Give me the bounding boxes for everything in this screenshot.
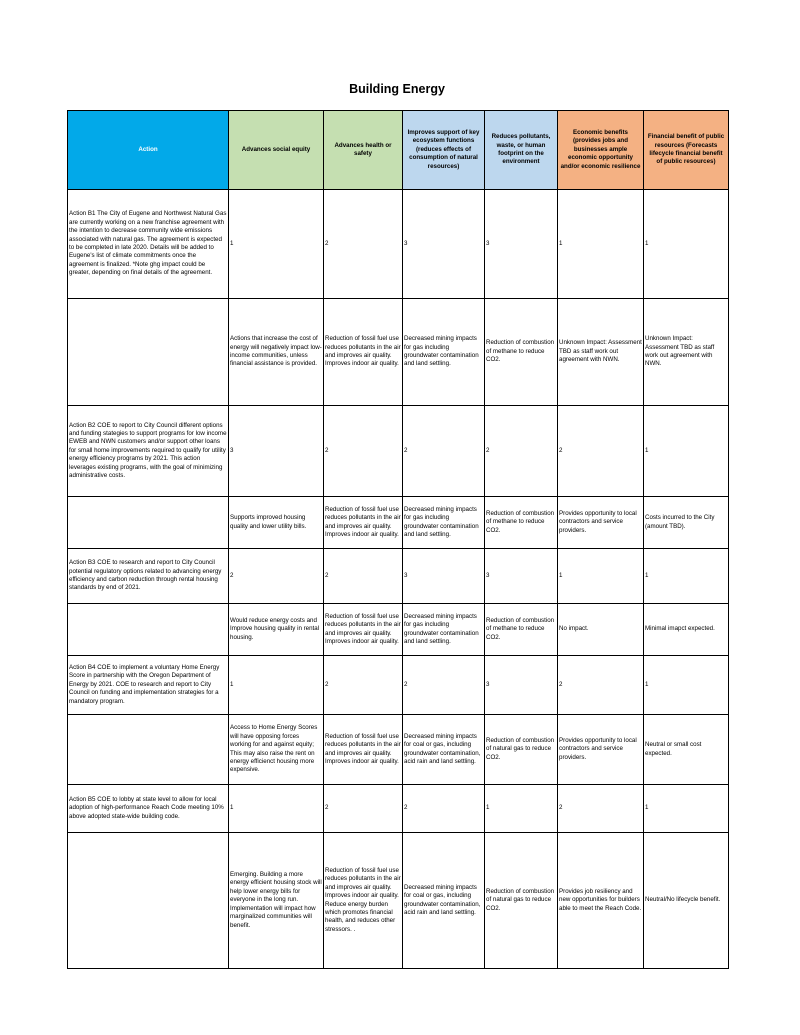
health-safety-cell: Reduction of fossil fuel use reduces pollutants in the air and improves air quality. Improves indoor air quality. (324, 604, 403, 656)
economic-cell: Provides job resiliency and new opportunities for builders able to meet the Reach Code. (558, 833, 644, 969)
ecosystem-cell: 2 (403, 406, 485, 497)
social-equity-cell: Would reduce energy costs and Improve housing quality in rental housing. (229, 604, 324, 656)
social-equity-cell: 3 (229, 406, 324, 497)
action-cell: Action B4 COE to implement a voluntary Home Energy Score in partnership with the Oregon Department of Energy by 2021. COE to research and report to City Council on funding and implementation strategies for a mandatory program. (68, 656, 229, 715)
table-row (68, 833, 729, 969)
pollutants-cell: 1 (485, 785, 558, 833)
table-row (68, 785, 729, 833)
pollutants-cell: Reduction of combustion of methane to reduce CO2. (485, 604, 558, 656)
economic-cell: 2 (558, 785, 644, 833)
action-cell: Action B1 The City of Eugene and Northwest Natural Gas are currently working on a new franchise agreement with the intention to decrease community wide emissions associated with natural gas. The agreement is expected to be completed in late 2020. Details will be added to Eugene's list of climate commitments once the agreement is finalized. *Note ghg impact could be greater, depending on final details of the agreement. (68, 190, 229, 299)
economic-cell: No impact. (558, 604, 644, 656)
social-equity-cell: Emerging. Building a more energy efficient housing stock will help lower energy bills for everyone in the long run. Implementation will impact how marginalized communities will benefit. (229, 833, 324, 969)
social-equity-cell: Actions that increase the cost of energy will negatively impact low-income communities, unless financial assistance is provided. (229, 299, 324, 406)
building-energy-table (67, 110, 729, 969)
health-safety-cell: Reduction of fossil fuel use reduces pollutants in the air and improves air quality. Improves indoor air quality. (324, 497, 403, 549)
col-header-economic: Economic benefits (provides jobs and businesses ample economic opportunity and/or economic resilience (558, 111, 644, 190)
page-title: Building Energy (349, 82, 445, 96)
health-safety-cell: 2 (324, 785, 403, 833)
table-row (68, 406, 729, 497)
table-row (68, 604, 729, 656)
social-equity-cell: Supports improved housing quality and lower utility bills. (229, 497, 324, 549)
financial-cell: Minimal imapct expected. (644, 604, 729, 656)
ecosystem-cell: 3 (403, 190, 485, 299)
social-equity-cell: 1 (229, 190, 324, 299)
table-row (68, 549, 729, 604)
financial-cell: 1 (644, 785, 729, 833)
health-safety-cell: Reduction of fossil fuel use reduces pollutants in the air and improves air quality. Improves indoor air quality. Reduce energy burden which promotes financial health, and reduces other stressors. . (324, 833, 403, 969)
table-row (68, 190, 729, 299)
col-header-ecosystem: Improves support of key ecosystem functions (reduces effects of consumption of natural resources) (403, 111, 485, 190)
ecosystem-cell: 2 (403, 656, 485, 715)
ecosystem-cell: Decreased mining impacts for coal or gas, including groundwater contamination, acid rain and land settling. (403, 715, 485, 785)
pollutants-cell: 3 (485, 549, 558, 604)
col-header-social-equity: Advances social equity (229, 111, 324, 190)
health-safety-cell: 2 (324, 549, 403, 604)
ecosystem-cell: 3 (403, 549, 485, 604)
economic-cell: Provides opportunity to local contractors and service providers. (558, 497, 644, 549)
social-equity-cell: Access to Home Energy Scores will have opposing forces working for and against equity; This may also raise the rent on energy efficienct housing more expensive. (229, 715, 324, 785)
table-row (68, 497, 729, 549)
col-header-health-safety: Advances health or safety (324, 111, 403, 190)
economic-cell: Unknown Impact: Assessment TBD as staff work out agreement with NWN. (558, 299, 644, 406)
action-cell (68, 715, 229, 785)
action-cell (68, 833, 229, 969)
economic-cell: 1 (558, 549, 644, 604)
pollutants-cell: Reduction of combustion of methane to reduce CO2. (485, 299, 558, 406)
action-cell (68, 299, 229, 406)
ecosystem-cell: Decreased mining impacts for gas including groundwater contamination and land settling. (403, 299, 485, 406)
pollutants-cell: Reduction of combustion of methane to reduce CO2. (485, 497, 558, 549)
action-cell (68, 604, 229, 656)
table-row (68, 715, 729, 785)
financial-cell: 1 (644, 656, 729, 715)
pollutants-cell: 3 (485, 190, 558, 299)
economic-cell: 2 (558, 406, 644, 497)
pollutants-cell: Reduction of combustion of natural gas to reduce CO2. (485, 715, 558, 785)
ecosystem-cell: Decreased mining impacts for coal or gas, including groundwater contamination, acid rain and land settling. (403, 833, 485, 969)
financial-cell: 1 (644, 406, 729, 497)
header-row (68, 111, 729, 190)
ecosystem-cell: Decreased mining impacts for gas including groundwater contamination and land settling. (403, 604, 485, 656)
col-header-pollutants: Reduces pollutants, waste, or human footprint on the environment (485, 111, 558, 190)
action-cell (68, 497, 229, 549)
col-header-action: Action (68, 111, 229, 190)
economic-cell: 2 (558, 656, 644, 715)
pollutants-cell: 3 (485, 656, 558, 715)
action-cell: Action B2 COE to report to City Council different options and funding stategies to support programs for low income EWEB and NWN customers and/or support other loans for small home improvements required to qualify for utility energy efficiency programs by 2021. This action leverages existing programs, with the goal of minimizing administrative costs. (68, 406, 229, 497)
ecosystem-cell: Decreased mining impacts for gas including groundwater contamination and land settling. (403, 497, 485, 549)
financial-cell: 1 (644, 549, 729, 604)
health-safety-cell: Reduction of fossil fuel use reduces pollutants in the air and improves air quality. Improves indoor air quality. (324, 299, 403, 406)
financial-cell: 1 (644, 190, 729, 299)
health-safety-cell: 2 (324, 656, 403, 715)
action-cell: Action B3 COE to research and report to City Council potential regulatory options related to advancing energy efficiency and carbon reduction through rental housing standards by end of 2021. (68, 549, 229, 604)
pollutants-cell: 2 (485, 406, 558, 497)
social-equity-cell: 1 (229, 656, 324, 715)
action-cell: Action B5 COE to lobby at state level to allow for local adoption of high-performance Reach Code meeting 10% above adopted state-wide building code. (68, 785, 229, 833)
economic-cell: 1 (558, 190, 644, 299)
economic-cell: Provides opportunity to local contractors and service providers. (558, 715, 644, 785)
table-row (68, 299, 729, 406)
financial-cell: Neutral or small cost expected. (644, 715, 729, 785)
pollutants-cell: Reduction of combustion of natural gas to reduce CO2. (485, 833, 558, 969)
health-safety-cell: 2 (324, 190, 403, 299)
col-header-financial: Financial benefit of public resources (Forecasts lifecycle financial benefit of public resources) (644, 111, 729, 190)
financial-cell: Neutral/No lifecycle benefit. (644, 833, 729, 969)
table-row (68, 656, 729, 715)
ecosystem-cell: 2 (403, 785, 485, 833)
social-equity-cell: 2 (229, 549, 324, 604)
financial-cell: Costs incurred to the City (amount TBD). (644, 497, 729, 549)
financial-cell: Unknown Impact: Assessment TBD as staff work out agreement with NWN. (644, 299, 729, 406)
social-equity-cell: 1 (229, 785, 324, 833)
health-safety-cell: 2 (324, 406, 403, 497)
health-safety-cell: Reduction of fossil fuel use reduces pollutants in the air and improves air quality. Improves indoor air quality. (324, 715, 403, 785)
